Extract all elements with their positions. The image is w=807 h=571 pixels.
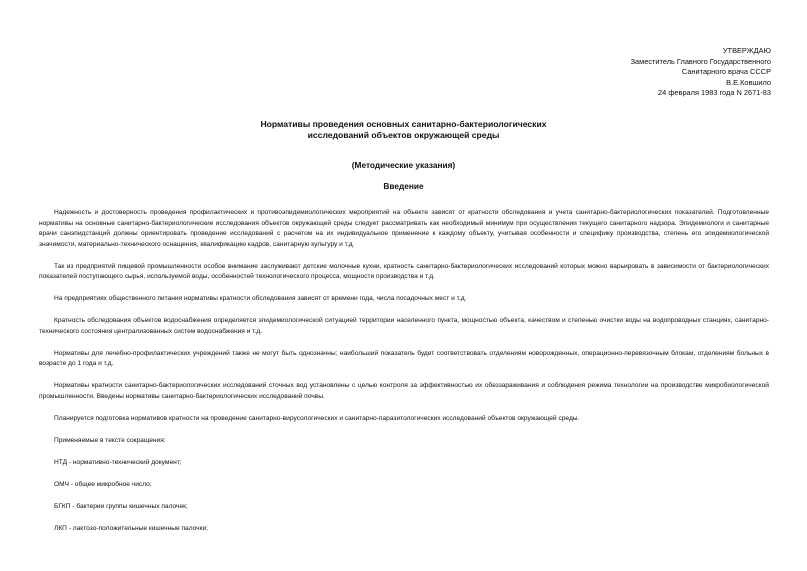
paragraph-medical-institutions: Нормативы для лечебно-профилактических учреждений также не могут быть однозначны; наибольший показатель будет соответствовать отделениям новорожденных, операционно-перевязочным блокам, отделениям больных в возрасте до 1 года и т.д. bbox=[39, 349, 769, 367]
approval-organization: Санитарного врача СССР bbox=[681, 67, 771, 77]
approval-block bbox=[631, 46, 771, 99]
approval-heading: УТВЕРЖДАЮ bbox=[722, 46, 771, 55]
document-title-line-2: исследований объектов окружающей среды bbox=[307, 130, 500, 140]
paragraph-planned-standards: Планируется подготовка нормативов кратности на проведение санитарно-вирусологических и санитарно-паразитологических исследований объектов окружающей среды. bbox=[54, 414, 580, 422]
paragraph-food-industry: Так из предприятий пищевой промышленности особое внимание заслуживают детские молочные кухни, кратность санитарно-бактериологических исследований которых можно варьировать в зависимости от бактериологических показателей поступающего сырья, используемой воды, особенностей технологического процесса, мощности производства и т.д. bbox=[39, 262, 769, 280]
approval-position: Заместитель Главного Государственного bbox=[630, 56, 771, 66]
document-body bbox=[39, 208, 769, 546]
paragraph-abbreviations-intro: Применяемые в тексте сокращения: bbox=[54, 436, 166, 444]
abbreviation-item: НТД - нормативно-технический документ; bbox=[54, 458, 182, 466]
document-subtitle: (Методические указания) bbox=[351, 160, 456, 170]
abbreviation-item: ЛКП - лактозо-положительные кишечные палочки; bbox=[54, 524, 208, 532]
paragraph-wastewater: Нормативы кратности санитарно-бактериологических исследований сточных вод установлены с целью контроля за эффективностью их обеззараживания и соблюдения режима технологии на производстве микробиологической промышленности. Введены нормативы санитарно-бактериологических исследований почвы. bbox=[39, 382, 769, 400]
abbreviation-item: БГКП - бактерии группы кишечных палочек; bbox=[54, 502, 188, 510]
paragraph-water-supply: Кратность обследования объектов водоснабжения определяется эпидемиологической ситуацией территории населенного пункта, мощностью объекта, качеством и степенью очистки воды на водопроводных станциях, санитарно-технического состояния централизованных систем водоснабжения и т.д. bbox=[39, 317, 769, 335]
section-heading: Введение bbox=[383, 181, 424, 191]
abbreviation-item: ОМЧ - общее микробное число; bbox=[54, 480, 152, 488]
paragraph-catering: На предприятиях общественного питания нормативы кратности обследования зависят от времени года, числа посадочных мест и т.д. bbox=[54, 295, 467, 302]
paragraph-reliability: Надежность и достоверность проведения профилактических и противоэпидемиологических мероприятий на объекте зависят от кратности обследования и учета санитарно-бактериологических показателей. Подготовленные нормативы на основные санитарно-бактериологические исследования объектов окружающей среды следует рассматривать как необходимый минимум при осуществлении текущего санитарного надзора. Эпидемиологи и санитарные врачи санэпидстанций должны ориентировать проведение исследований с расчетом на их индивидуальное применение к каждому объекту, учитывая особенности и специфику производства, степень его эпидемиологической значимости, материально-технического оснащения, квалификацию кадров, санитарную культуру и т.д. bbox=[39, 209, 769, 248]
document-title bbox=[0, 119, 807, 141]
document-title-line-1: Нормативы проведения основных санитарно-бактериологических bbox=[260, 119, 547, 129]
abbreviations-list bbox=[39, 458, 769, 535]
approval-date: 24 февраля 1983 года N 2671-83 bbox=[658, 88, 771, 98]
approval-signatory: В.Е.Ковшило bbox=[726, 77, 771, 87]
